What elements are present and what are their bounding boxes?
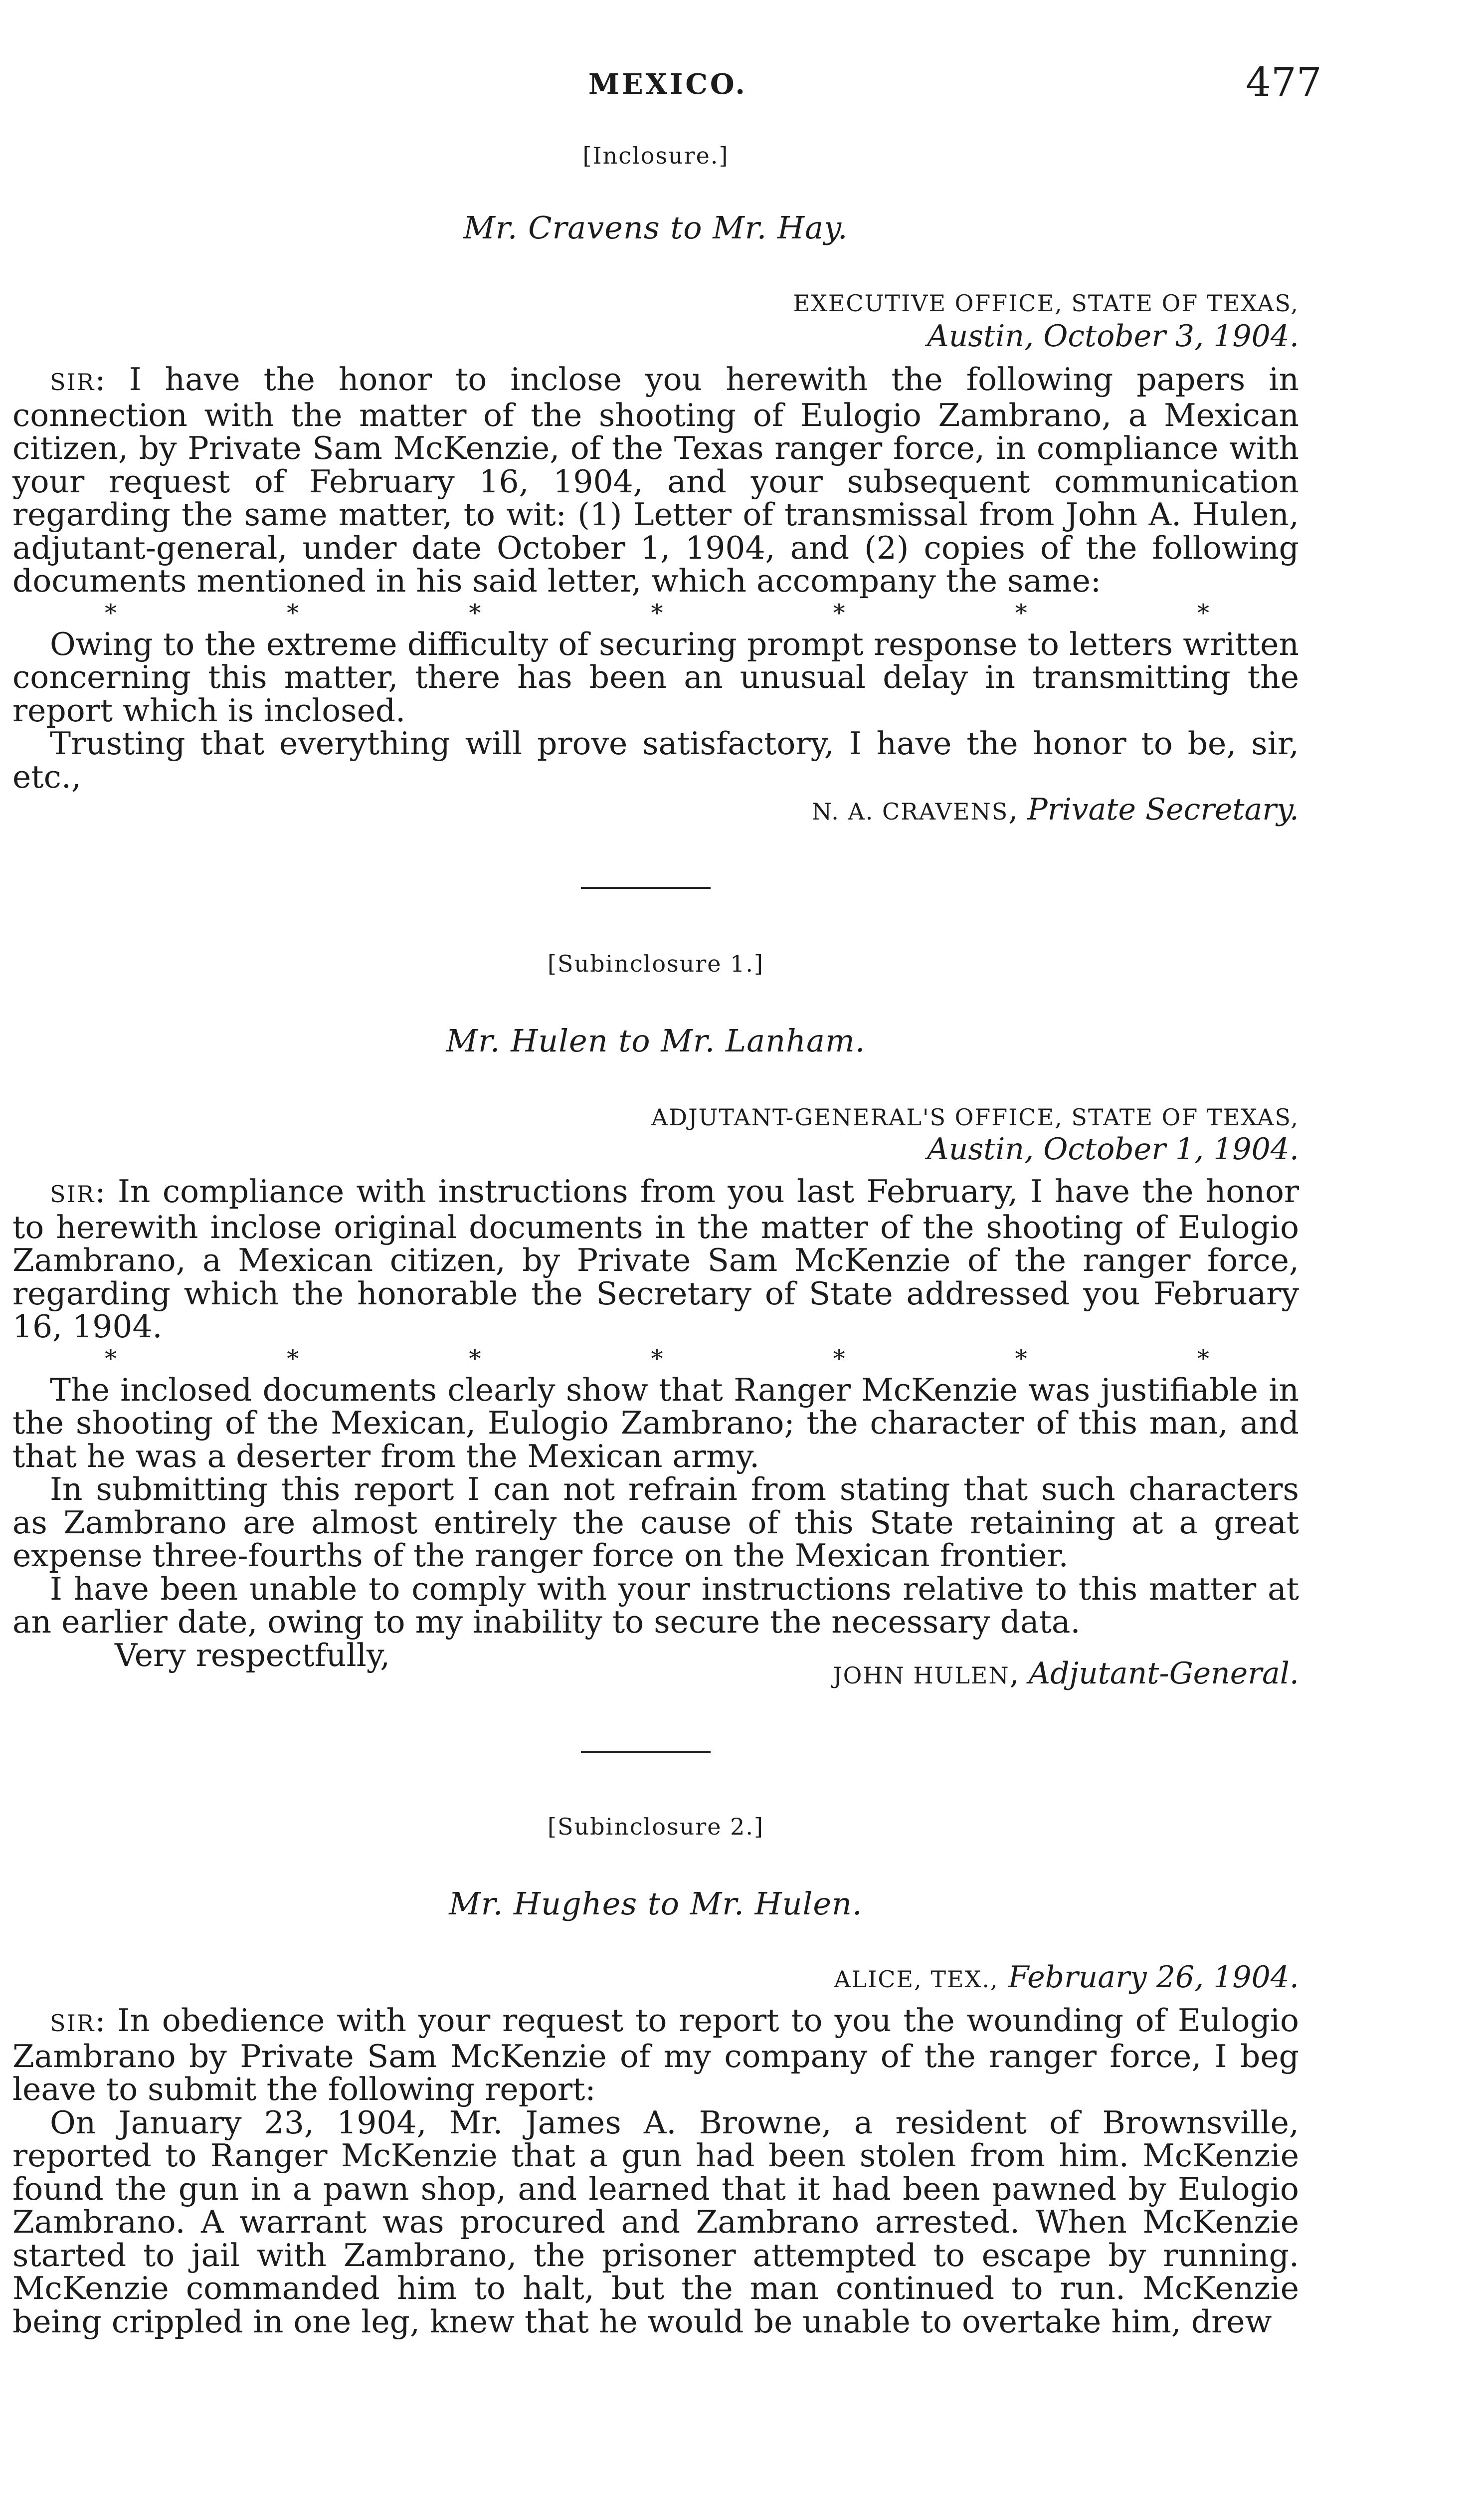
subinclosure1-office: ADJUTANT-GENERAL'S OFFICE, STATE OF TEXAS, [651, 1104, 1299, 1131]
ellipsis-star: * [1197, 599, 1209, 627]
ellipsis-row [12, 598, 1299, 628]
ellipsis-star: * [651, 599, 663, 627]
subinclosure2-place: ALICE, TEX., [834, 1966, 999, 1993]
ellipsis-star: * [287, 599, 299, 627]
ellipsis-star: * [287, 1344, 299, 1373]
ellipsis-star: * [1015, 599, 1027, 627]
subinclosure1-heading: Mr. Hulen to Mr. Lanham. [446, 1023, 866, 1059]
subinclosure2-letter-body [12, 2004, 1299, 2338]
paragraph: In submitting this report I can not refrain from stating that such characters as Zambrano are almost entirely the cause of this State retaining at a great expense three-fourths of the ranger force on the Mexican frontier. [12, 1471, 1299, 1574]
inclosure-date: Austin, October 3, 1904. [927, 319, 1299, 354]
subinclosure1-place [12, 1098, 1299, 1134]
ellipsis-row [12, 1344, 1299, 1374]
subinclosure1-signature: JOHN HULEN, Adjutant-General. [833, 1656, 1299, 1691]
signature-title: Adjutant-General. [1028, 1656, 1299, 1691]
inclosure-signature: N. A. CRAVENS, Private Secretary. [811, 792, 1299, 827]
paragraph: I have been unable to comply with your instructions relative to this matter at an earlier date, owing to my inability to secure the necessary data. [12, 1570, 1299, 1640]
section-divider [581, 1751, 711, 1753]
ellipsis-star: * [651, 1344, 663, 1373]
salutation: SIR [50, 2010, 95, 2037]
signature-title: Private Secretary. [1027, 792, 1299, 827]
ellipsis-star: * [105, 599, 117, 627]
running-header [0, 59, 1484, 114]
paragraph-text: : I have the honor to inclose you herewith the following papers in connection with the matter of the shooting of Eulogio Zambrano, a Mexican citizen, by Private Sam McKenzie, of the Texas ranger force, in compliance with your request of February 16, 1904, and your subsequent communication regarding the same matter, to wit: (1) Letter of transmissal from John A. Hulen, adjutant-general, under date October 1, 1904, and (2) copies of the following documents mentioned in his said letter, which accompany the same: [12, 361, 1299, 599]
inclosure-office: EXECUTIVE OFFICE, STATE OF TEXAS, [793, 290, 1299, 317]
salutation: SIR [50, 1181, 95, 1208]
inclosure-letter-body [12, 363, 1299, 794]
paragraph: Trusting that everything will prove satisfactory, I have the honor to be, sir, etc., [12, 725, 1299, 795]
subinclosure2-place-date [12, 1960, 1299, 1996]
paragraph [12, 363, 1299, 598]
page-number: 477 [1246, 59, 1322, 105]
paragraph [12, 2004, 1299, 2106]
closing: Very respectfully, [115, 1637, 390, 1673]
paragraph: The inclosed documents clearly show that Ranger McKenzie was justifiable in the shooting of the Mexican, Eulogio Zambrano; the character of this man, and that he was a deserter from the Mexican army. [12, 1371, 1299, 1474]
paragraph-text: : In obedience with your request to report to you the wounding of Eulogio Zambrano by Private Sam McKenzie of my company of the ranger force, I beg leave to submit the following report: [12, 2002, 1299, 2107]
section-title: MEXICO. [588, 68, 747, 101]
subinclosure1-letter-body [12, 1175, 1299, 1672]
paragraph-text: : In compliance with instructions from you last February, I have the honor to herewith inclose original documents in the matter of the shooting of Eulogio Zambrano, a Mexican citizen, by Private Sam McKenzie of the ranger force, regarding which the honorable the Secretary of State addressed you February 16, 1904. [12, 1173, 1299, 1345]
ellipsis-star: * [1197, 1344, 1209, 1373]
subinclosure2-heading: Mr. Hughes to Mr. Hulen. [449, 1885, 863, 1922]
paragraph: On January 23, 1904, Mr. James A. Browne, a resident of Brownsville, reported to Ranger McKenzie that a gun had been stolen from him. McKenzie found the gun in a pawn shop, and learned that it had been pawned by Eulogio Zambrano. A warrant was procured and Zambrano arrested. When McKenzie started to jail with Zambrano, the prisoner attempted to escape by running. McKenzie commanded him to halt, but the man continued to run. McKenzie being crippled in one leg, knew that he would be unable to overtake him, drew [12, 2104, 1299, 2340]
inclosure-label: [Inclosure.] [582, 142, 729, 169]
ellipsis-star: * [105, 1344, 117, 1373]
inclosure-heading: Mr. Cravens to Mr. Hay. [463, 209, 848, 246]
ellipsis-star: * [469, 599, 481, 627]
section-divider [581, 887, 711, 889]
subinclosure2-label: [Subinclosure 2.] [548, 1813, 764, 1840]
subinclosure2-date: February 26, 1904. [1008, 1960, 1299, 1995]
paragraph [12, 1175, 1299, 1344]
ellipsis-star: * [469, 1344, 481, 1373]
salutation: SIR [50, 369, 95, 396]
subinclosure1-date: Austin, October 1, 1904. [927, 1132, 1299, 1167]
inclosure-place [12, 284, 1299, 320]
ellipsis-star: * [833, 599, 845, 627]
ellipsis-star: * [1015, 1344, 1027, 1373]
ellipsis-star: * [833, 1344, 845, 1373]
signature-name: N. A. CRAVENS [811, 798, 1009, 825]
signature-name: JOHN HULEN [833, 1662, 1010, 1689]
paragraph: Owing to the extreme difficulty of securing prompt response to letters written concerning this matter, there has been an unusual delay in transmitting the report which is inclosed. [12, 625, 1299, 729]
subinclosure1-label: [Subinclosure 1.] [548, 950, 764, 977]
